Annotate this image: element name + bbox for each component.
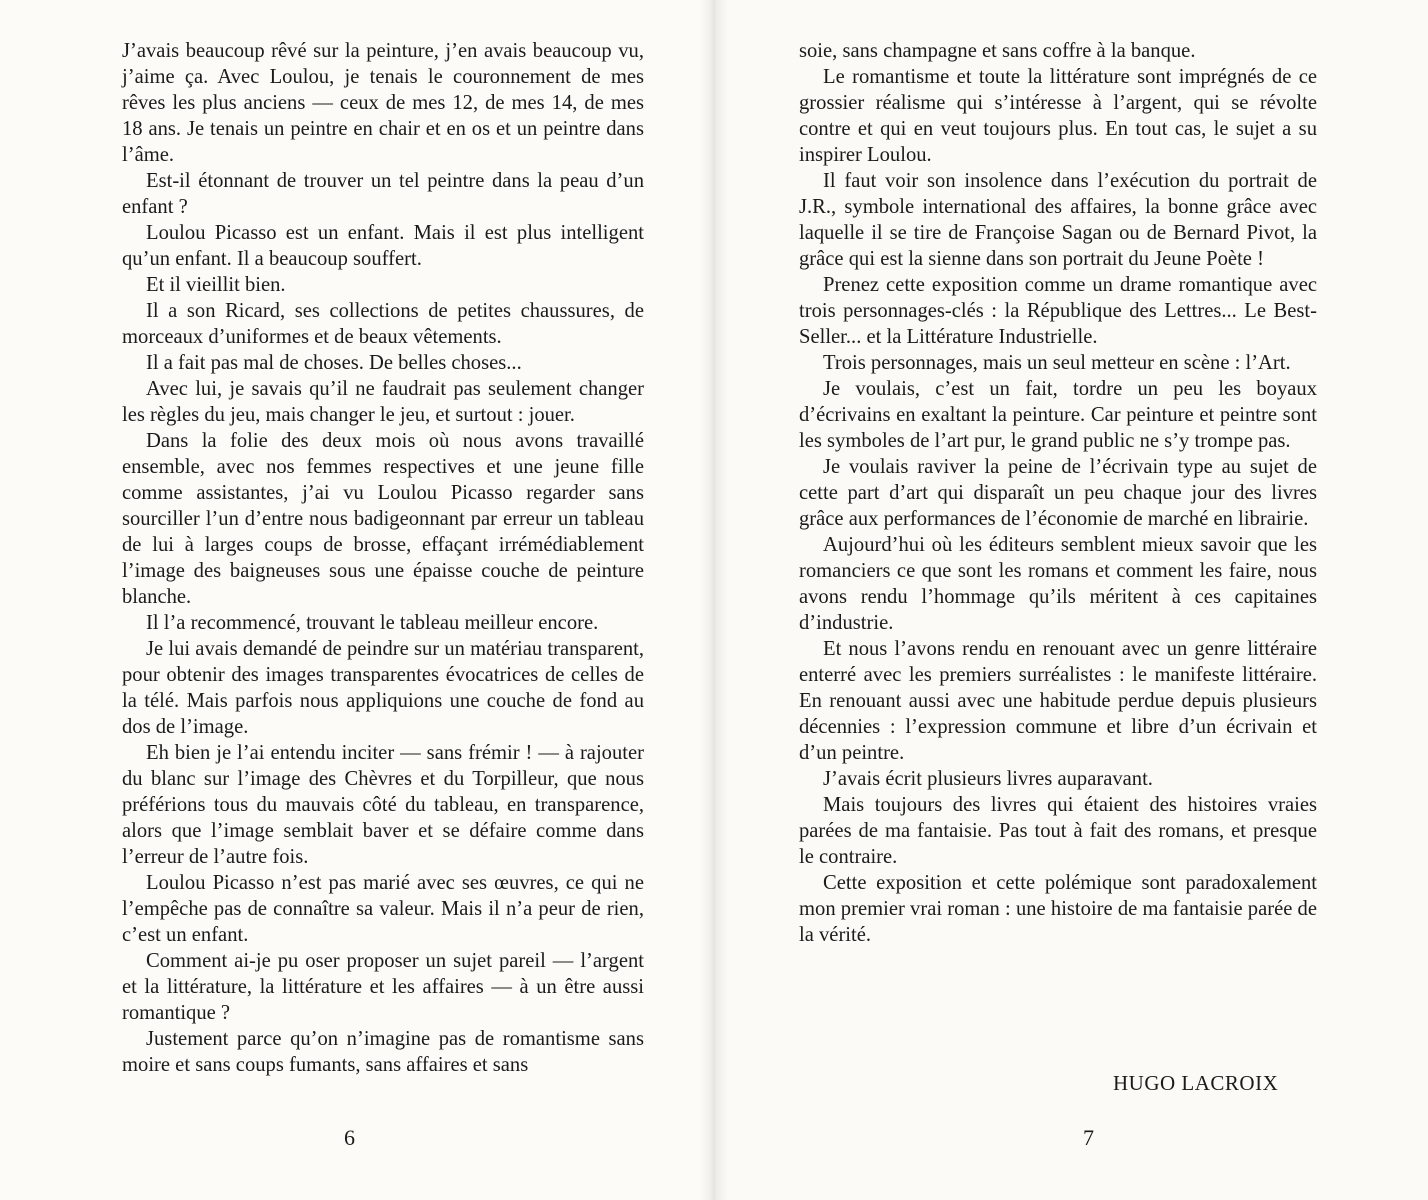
paragraph: Il a son Ricard, ses collections de petites chaussures, de morceaux d’uniformes et de beaux vêtements. xyxy=(122,300,644,348)
paragraph: Eh bien je l’ai entendu inciter — sans frémir ! — à rajouter du blanc sur l’image des Chèvres et du Torpilleur, que nous préférions tous du mauvais côté du tableau, en transparence, alors que l’image semblait baver et se défaire comme dans l’erreur de l’autre fois. xyxy=(122,742,644,868)
paragraph: J’avais beaucoup rêvé sur la peinture, j’en avais beaucoup vu, j’aime ça. Avec Loulou, je tenais le couronnement de mes rêves les plus anciens — ceux de mes 12, de mes 14, de mes 18 ans. Je tenais un peintre en chair et en os et un peintre dans l’âme. xyxy=(122,40,644,166)
paragraph: Cette exposition et cette polémique sont paradoxalement mon premier vrai roman : une histoire de ma fantaisie parée de la vérité. xyxy=(799,872,1317,946)
paragraph: Loulou Picasso n’est pas marié avec ses œuvres, ce qui ne l’empêche pas de connaître sa valeur. Mais il n’a peur de rien, c’est un enfant. xyxy=(122,872,644,946)
paragraph: Je voulais raviver la peine de l’écrivain type au sujet de cette part d’art qui disparaît un peu chaque jour des livres grâce aux performances de l’économie de marché en librairie. xyxy=(799,456,1317,530)
paragraph: J’avais écrit plusieurs livres auparavant. xyxy=(823,768,1153,790)
book-gutter xyxy=(700,0,728,1200)
right-page-text xyxy=(799,38,1317,948)
paragraph: Mais toujours des livres qui étaient des histoires vraies parées de ma fantaisie. Pas tout à fait des romans, et presque le contraire. xyxy=(799,794,1317,868)
paragraph: Et nous l’avons rendu en renouant avec un genre littéraire enterré avec les premiers surréalistes : le manifeste littéraire. En renouant aussi avec une habitude perdue depuis plusieurs décennies : l’expression commune et libre d’un écrivain et d’un peintre. xyxy=(799,638,1317,764)
paragraph: Prenez cette exposition comme un drame romantique avec trois personnages-clés : la République des Lettres... Le Best-Seller... et la Littérature Industrielle. xyxy=(799,274,1317,348)
paragraph: Comment ai-je pu oser proposer un sujet pareil — l’argent et la littérature, la littérature et les affaires — à un être aussi romantique ? xyxy=(122,950,644,1024)
author-signature: HUGO LACROIX xyxy=(1113,1071,1279,1095)
left-page xyxy=(0,0,712,1200)
page-number-left: 6 xyxy=(344,1125,355,1150)
paragraph: Il faut voir son insolence dans l’exécution du portrait de J.R., symbole international des affaires, la bonne grâce avec laquelle il se tire de Françoise Sagan ou de Bernard Pivot, la grâce qui est la sienne dans son portrait du Jeune Poète ! xyxy=(799,170,1317,270)
page-number-right: 7 xyxy=(1083,1125,1094,1150)
bleed-through-text xyxy=(618,2,712,24)
paragraph: Il l’a recommencé, trouvant le tableau meilleur encore. xyxy=(146,612,599,634)
left-page-text xyxy=(122,38,644,1078)
paragraph: Loulou Picasso est un enfant. Mais il est plus intelligent qu’un enfant. Il a beaucoup souffert. xyxy=(122,222,644,270)
paragraph: Avec lui, je savais qu’il ne faudrait pas seulement changer les règles du jeu, mais changer le jeu, et surtout : jouer. xyxy=(122,378,644,426)
paragraph: Je voulais, c’est un fait, tordre un peu les boyaux d’écrivains en exaltant la peinture. Car peinture et peintre sont les symboles de l’art pur, le grand public ne s’y trompe pas. xyxy=(799,378,1317,452)
paragraph: Et il vieillit bien. xyxy=(146,274,286,296)
paragraph: Dans la folie des deux mois où nous avons travaillé ensemble, avec nos femmes respectives et une jeune fille comme assistantes, j’ai vu Loulou Picasso regarder sans sourciller l’un d’entre nous badigeonnant par erreur un tableau de lui à larges coups de brosse, effaçant irrémédiablement l’image des baigneuses sous une épaisse couche de peinture blanche. xyxy=(122,430,644,608)
paragraph: Je lui avais demandé de peindre sur un matériau transparent, pour obtenir des images transparentes évocatrices de celles de la télé. Mais parfois nous appliquions une couche de fond au dos de l’image. xyxy=(122,638,644,738)
paragraph: Trois personnages, mais un seul metteur en scène : l’Art. xyxy=(823,352,1291,374)
paragraph: Le romantisme et toute la littérature sont imprégnés de ce grossier réalisme qui s’intéresse à l’argent, qui se révolte contre et qui en veut toujours plus. En tout cas, le sujet a su inspirer Loulou. xyxy=(799,66,1317,166)
paragraph: Est-il étonnant de trouver un tel peintre dans la peau d’un enfant ? xyxy=(122,170,644,218)
paragraph: Il a fait pas mal de choses. De belles choses... xyxy=(146,352,522,374)
paragraph: soie, sans champagne et sans coffre à la banque. xyxy=(799,40,1196,62)
paragraph: Aujourd’hui où les éditeurs semblent mieux savoir que les romanciers ce que sont les romans et comment les faire, nous avons rendu l’hommage qu’ils méritent à ces capitaines d’industrie. xyxy=(799,534,1317,634)
paragraph: Justement parce qu’on n’imagine pas de romantisme sans moire et sans coups fumants, sans affaires et sans xyxy=(122,1028,644,1076)
